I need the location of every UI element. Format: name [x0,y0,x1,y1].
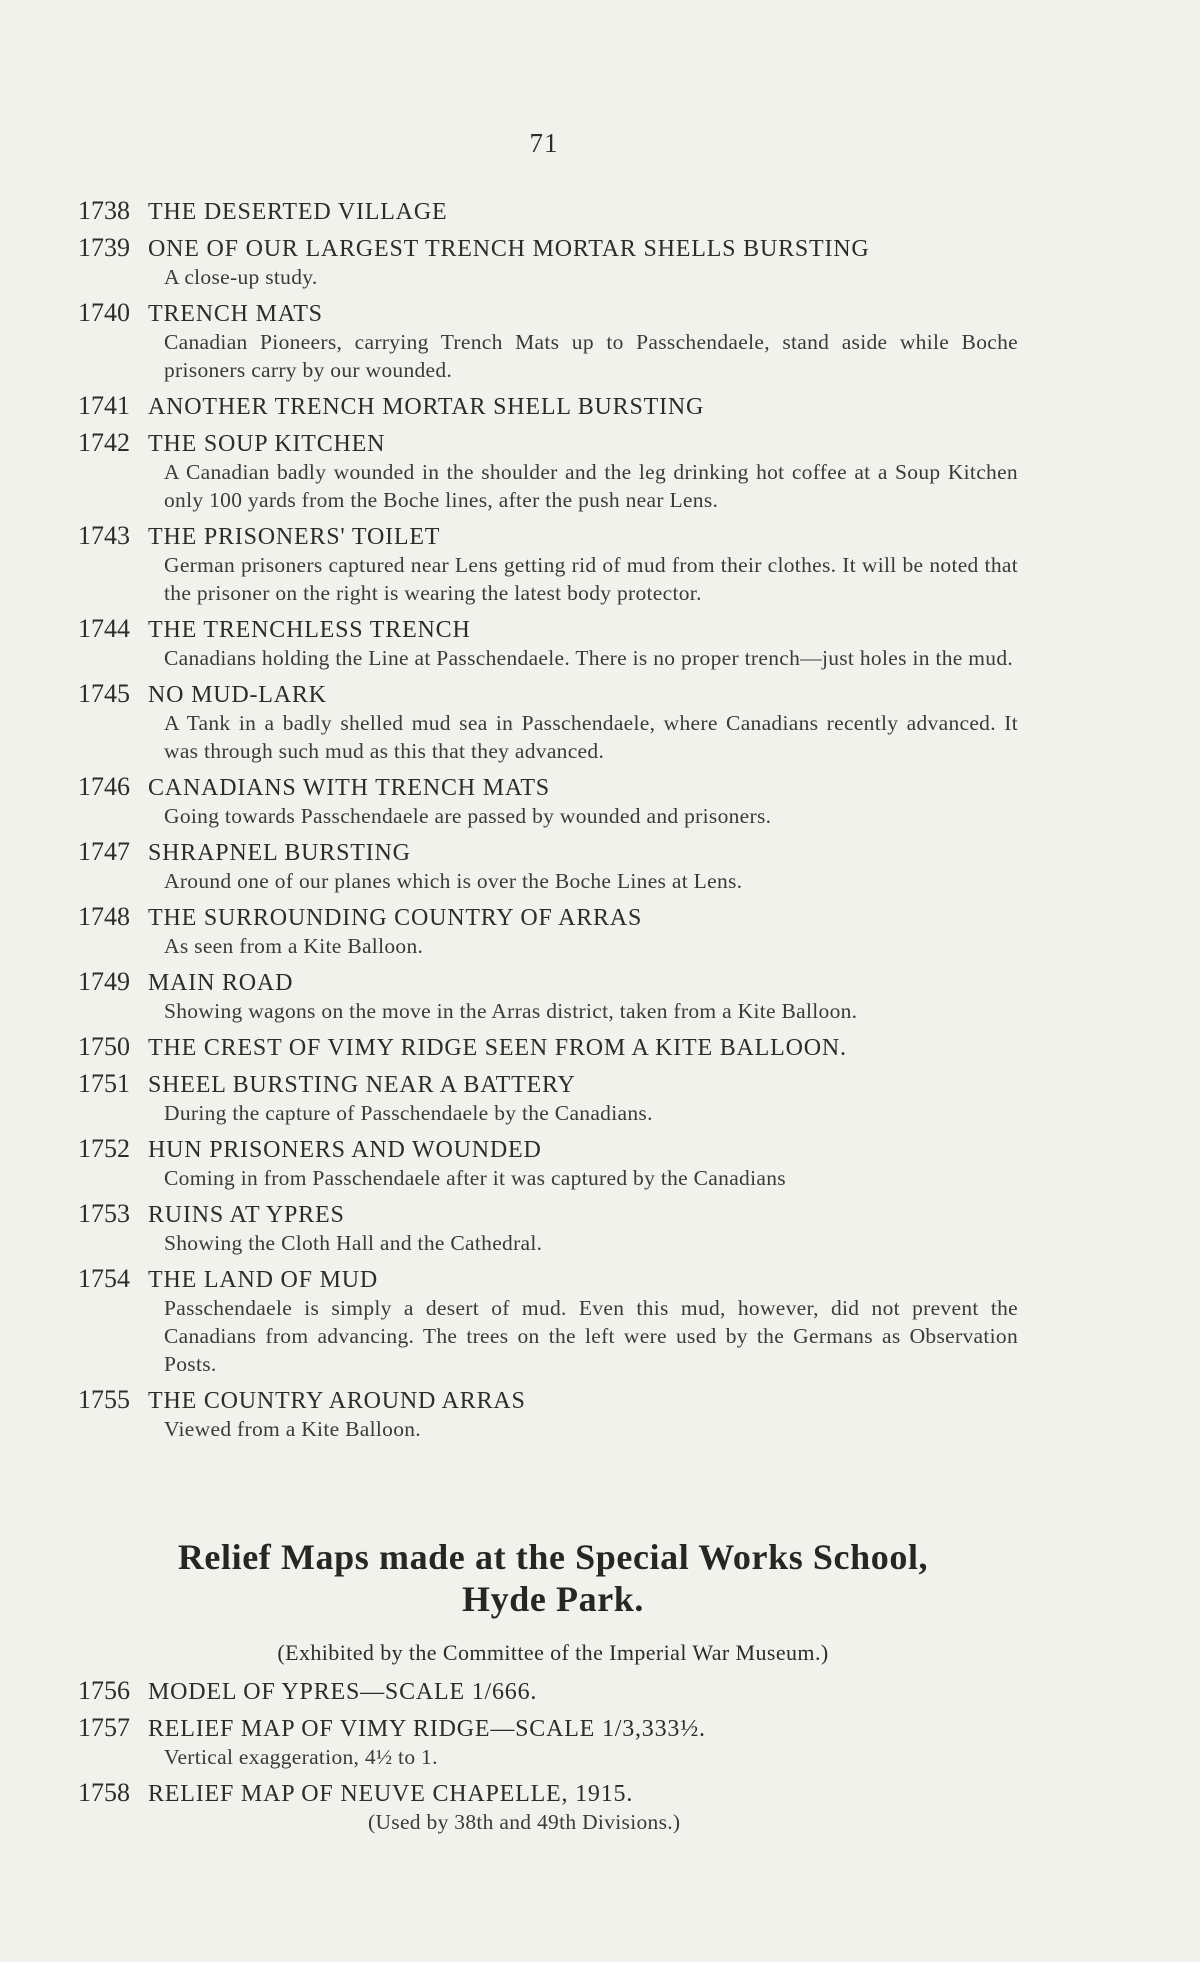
entry-description: As seen from a Kite Balloon. [164,934,424,958]
entry-title: THE LAND OF MUD [148,1267,378,1293]
entry-number: 1750 [78,1032,130,1061]
entry-description: A close-up study. [164,265,318,289]
entry-number: 1748 [78,902,130,931]
entry-title: RUINS AT YPRES [148,1202,345,1228]
entry-title: RELIEF MAP OF VIMY RIDGE—SCALE 1/3,333½. [148,1716,706,1742]
entry-description: Vertical exaggeration, 4½ to 1. [164,1745,438,1769]
entry-number: 1744 [78,614,130,643]
entry-title: MODEL OF YPRES—SCALE 1/666. [148,1679,538,1705]
entry-number: 1754 [78,1264,130,1293]
entry-title: RELIEF MAP OF NEUVE CHAPELLE, 1915. [148,1781,634,1807]
entry-description: Showing wagons on the move in the Arras district, taken from a Kite Balloon. [164,999,858,1023]
catalogue-entry [78,837,1018,895]
entry-title: TRENCH MATS [148,301,323,327]
entry-title: ANOTHER TRENCH MORTAR SHELL BURSTING [148,394,705,420]
entry-description: Canadian Pioneers, carrying Trench Mats up to Passchendaele, stand aside while Boche prisoners carry by our wounded. [164,330,1018,382]
entry-description: (Used by 38th and 49th Divisions.) [368,1810,681,1834]
entry-number: 1743 [78,521,130,550]
entry-number: 1740 [78,298,130,327]
entry-number: 1758 [78,1778,130,1807]
section-heading-line2: Hyde Park. [462,1579,644,1619]
catalogue-entry [78,428,1018,514]
catalogue-entry [78,298,1018,384]
entry-number: 1738 [78,196,130,225]
catalogue-entry [78,1778,1028,1836]
entry-title: MAIN ROAD [148,970,294,996]
catalogue-entry [78,1069,1018,1127]
catalogue-entry [78,1134,1018,1192]
entry-title: ONE OF OUR LARGEST TRENCH MORTAR SHELLS BURSTING [148,236,870,262]
entry-title: HUN PRISONERS AND WOUNDED [148,1137,542,1163]
section-heading-line1: Relief Maps made at the Special Works School, [177,1537,929,1577]
entry-number: 1741 [78,391,130,420]
entry-description: Viewed from a Kite Balloon. [164,1417,421,1441]
entry-number: 1755 [78,1385,130,1414]
entry-number: 1747 [78,837,130,866]
catalogue-entry [78,196,1018,226]
section-heading [78,1536,1028,1620]
entry-description: German prisoners captured near Lens getting rid of mud from their clothes. It will be noted that the prisoner on the right is wearing the latest body protector. [164,553,1018,605]
catalogue-list [78,196,1018,1450]
catalogue-entry [78,614,1018,672]
entry-description: Around one of our planes which is over the Boche Lines at Lens. [164,869,743,893]
entry-title: THE CREST OF VIMY RIDGE SEEN FROM A KITE BALLOON. [148,1035,847,1061]
relief-maps-section [78,1536,1028,1843]
entry-number: 1757 [78,1713,130,1742]
entry-number: 1745 [78,679,130,708]
entry-title: NO MUD-LARK [148,682,327,708]
entry-description: A Tank in a badly shelled mud sea in Passchendaele, where Canadians recently advanced. It was through such mud as this that they advanced. [164,711,1018,763]
entry-title: CANADIANS WITH TRENCH MATS [148,775,550,801]
entry-title: THE PRISONERS' TOILET [148,524,441,550]
entry-description: During the capture of Passchendaele by the Canadians. [164,1101,653,1125]
entry-number: 1742 [78,428,130,457]
entry-description: A Canadian badly wounded in the shoulder and the leg drinking hot coffee at a Soup Kitchen only 100 yards from the Boche lines, after the push near Lens. [164,460,1018,512]
entry-title: THE COUNTRY AROUND ARRAS [148,1388,526,1414]
catalogue-entry [78,772,1018,830]
catalogue-entry [78,1264,1018,1378]
catalogue-entry [78,391,1018,421]
entry-number: 1752 [78,1134,130,1163]
entry-number: 1749 [78,967,130,996]
catalogue-entry [78,1199,1018,1257]
entry-title: THE DESERTED VILLAGE [148,199,448,225]
entry-description: Showing the Cloth Hall and the Cathedral. [164,1231,543,1255]
entry-description: Canadians holding the Line at Passchendaele. There is no proper trench—just holes in the mud. [164,646,1014,670]
catalogue-entry [78,902,1018,960]
entry-number: 1746 [78,772,130,801]
entry-number: 1751 [78,1069,130,1098]
catalogue-entry [78,1713,1028,1771]
entry-description: Coming in from Passchendaele after it was captured by the Canadians [164,1166,786,1190]
page-number: 71 [529,128,559,158]
entry-number: 1739 [78,233,130,262]
entry-number: 1753 [78,1199,130,1228]
catalogue-entry [78,967,1018,1025]
catalogue-entry [78,521,1018,607]
catalogue-entry [78,233,1018,291]
entry-title: THE SURROUNDING COUNTRY OF ARRAS [148,905,643,931]
entry-title: THE TRENCHLESS TRENCH [148,617,471,643]
entry-title: SHRAPNEL BURSTING [148,840,411,866]
catalogue-entry [78,679,1018,765]
entry-description: Passchendaele is simply a desert of mud. Even this mud, however, did not prevent the Canadians from advancing. The trees on the left were used by the Germans as Observation Posts. [164,1296,1018,1376]
entry-title: SHEEL BURSTING NEAR A BATTERY [148,1072,576,1098]
catalogue-entry [78,1032,1018,1062]
catalogue-entry [78,1385,1018,1443]
catalogue-entry [78,1676,1028,1706]
entry-title: THE SOUP KITCHEN [148,431,386,457]
entry-number: 1756 [78,1676,130,1705]
exhibited-note: (Exhibited by the Committee of the Imperial War Museum.) [277,1640,829,1665]
entry-description: Going towards Passchendaele are passed by wounded and prisoners. [164,804,772,828]
